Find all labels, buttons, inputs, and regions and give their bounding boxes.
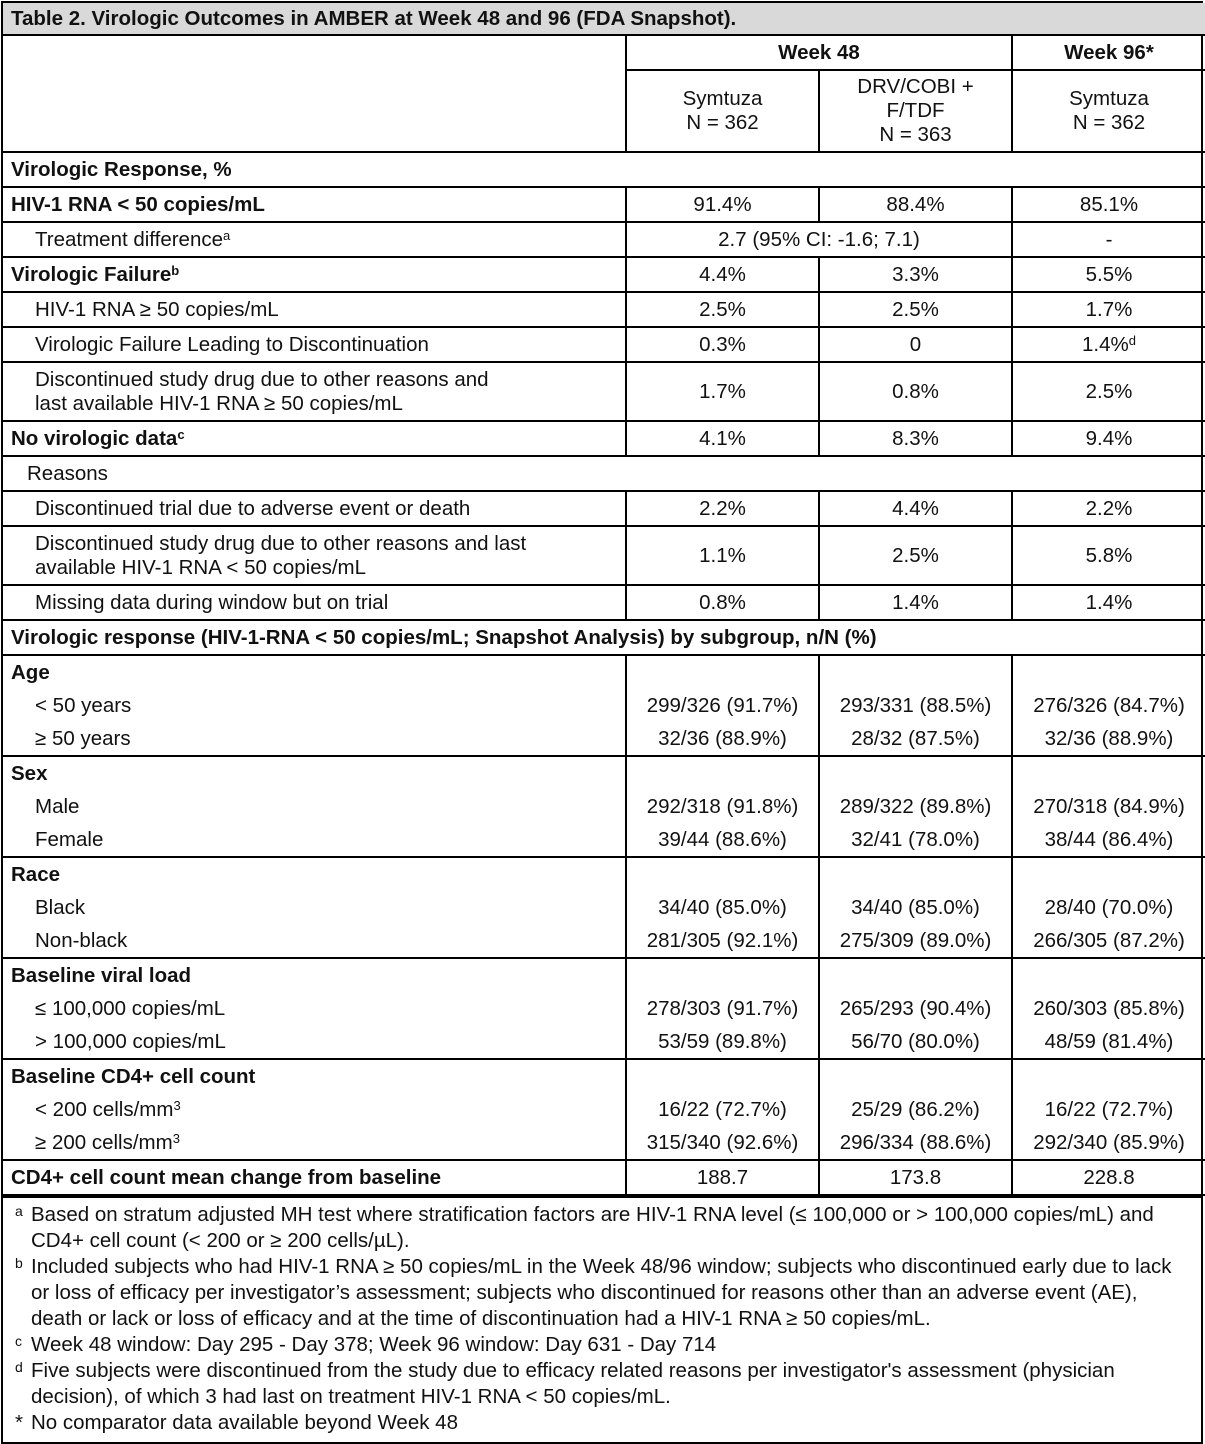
row-label [3,421,626,456]
subgroup-label: Age [3,655,626,689]
footnote-text: Based on stratum adjusted MH test where stratification factors are HIV-1 RNA level (≤ 100,000 or > 100,000 copies/mL) and CD4+ cell count (< 200 or ≥ 200 cells/µL). [31,1203,1154,1252]
cell-value: 281/305 (92.1%) [626,924,819,958]
superscript: 3 [172,1130,180,1146]
footnote-mark: d [15,1359,23,1375]
cell-value: 1.7% [1012,292,1205,327]
cell-value: 38/44 (86.4%) [1012,823,1205,857]
label-text: Virologic Failure [11,262,172,286]
table-row [3,292,1205,327]
empty-cell [626,857,819,891]
empty-cell [626,756,819,790]
empty-cell [626,655,819,689]
cell-value: 5.8% [1012,526,1205,585]
cell-value: 32/36 (88.9%) [626,722,819,756]
empty-cell [1012,655,1205,689]
row-label: Male [3,790,626,823]
cell-value: 0.3% [626,327,819,362]
cell-value: 2.2% [1012,491,1205,526]
cell-value: 278/303 (91.7%) [626,992,819,1025]
header-col-symtuza-96 [1012,70,1205,152]
cell-value [1012,327,1205,362]
cell-value: 315/340 (92.6%) [626,1126,819,1160]
cell-value: 2.5% [819,526,1012,585]
table-row [3,526,1205,585]
cell-value: 2.2% [626,491,819,526]
footnote-b [15,1254,1189,1332]
section-reasons: Reasons [3,456,1205,491]
empty-cell [819,958,1012,992]
empty-cell [1012,1059,1205,1093]
cell-value: 9.4% [1012,421,1205,456]
cell-value: 53/59 (89.8%) [626,1025,819,1059]
row-label: Female [3,823,626,857]
col-name: Symtuza [682,87,763,110]
section-virologic-response: Virologic Response, % [3,152,1205,187]
empty-cell [626,1059,819,1093]
row-label: Virologic Failure Leading to Discontinuation [3,327,626,362]
row-label: Missing data during window but on trial [3,585,626,620]
table-row [3,257,1205,292]
col-n: N = 362 [1072,111,1146,134]
empty-cell [1012,958,1205,992]
cell-value: 2.5% [819,292,1012,327]
cell-value: 8.3% [819,421,1012,456]
subgroup-label: Sex [3,756,626,790]
empty-cell [626,958,819,992]
header-blank-cell [3,35,626,152]
cell-value: 34/40 (85.0%) [626,891,819,924]
footnote-ref: c [177,426,185,442]
footnote-a [15,1202,1189,1254]
table-row [3,722,1205,756]
row-label: Black [3,891,626,924]
cell-value: 1.4% [819,585,1012,620]
table-row [3,421,1205,456]
empty-cell [1012,857,1205,891]
footnote-text: Five subjects were discontinued from the study due to efficacy related reasons per investigator's assessment (physician decision), of which 3 had last on treatment HIV-1 RNA < 50 copies/mL. [31,1359,1115,1408]
cell-value: 266/305 (87.2%) [1012,924,1205,958]
row-label: CD4+ cell count mean change from baseline [3,1160,626,1195]
footnote-ref: a [223,227,231,243]
cell-value: 292/318 (91.8%) [626,790,819,823]
cell-value: 293/331 (88.5%) [819,689,1012,722]
label-text: No virologic data [11,426,178,450]
col-n: N = 363 [879,123,952,146]
cell-value: 0 [819,327,1012,362]
cell-value: 276/326 (84.7%) [1012,689,1205,722]
row-label [3,222,626,257]
col-n: N = 362 [686,111,759,134]
cell-value: 16/22 (72.7%) [1012,1093,1205,1126]
cell-value: 1.1% [626,526,819,585]
cell-value: 4.4% [819,491,1012,526]
row-label: < 50 years [3,689,626,722]
row-label [3,1093,626,1126]
table-row [3,1160,1205,1195]
table-row [3,1093,1205,1126]
table-row [3,327,1205,362]
label-text: < 200 cells/mm [35,1097,174,1121]
footnote-c [15,1332,1189,1358]
cell-value: 28/32 (87.5%) [819,722,1012,756]
table-row [3,1126,1205,1160]
row-label: HIV-1 RNA < 50 copies/mL [3,187,626,222]
table-row [3,1025,1205,1059]
cell-value: 16/22 (72.7%) [626,1093,819,1126]
header-col-symtuza-48 [626,70,819,152]
footnote-text: Week 48 window: Day 295 - Day 378; Week 96 window: Day 631 - Day 714 [31,1333,717,1356]
cell-value: 0.8% [819,362,1012,421]
value-text: 1.4% [1082,332,1129,356]
header-col-comparator [819,70,1012,152]
cell-value: 270/318 (84.9%) [1012,790,1205,823]
subgroup-header-row [3,958,1205,992]
cell-value: 4.4% [626,257,819,292]
table-row [3,222,1205,257]
row-label [3,362,626,421]
cell-value: 34/40 (85.0%) [819,891,1012,924]
row-label: > 100,000 copies/mL [3,1025,626,1059]
table-row [3,362,1205,421]
cell-value: 289/322 (89.8%) [819,790,1012,823]
cell-value: 0.8% [626,585,819,620]
row-label: Discontinued trial due to adverse event or death [3,491,626,526]
cell-value: 2.5% [1012,362,1205,421]
cell-value: 292/340 (85.9%) [1012,1126,1205,1160]
cell-value: - [1012,222,1205,257]
label-line: Discontinued study drug due to other reasons and last [35,531,527,555]
table-row [3,992,1205,1025]
label-text: Treatment difference [35,227,224,251]
label-line: last available HIV-1 RNA ≥ 50 copies/mL [35,391,403,415]
footnote-star [15,1410,1189,1436]
table-row [3,491,1205,526]
subgroup-header-row [3,756,1205,790]
subgroup-header-row [3,857,1205,891]
table-title: Table 2. Virologic Outcomes in AMBER at Week 48 and 96 (FDA Snapshot). [3,3,1205,35]
table-row [3,891,1205,924]
cell-value: 91.4% [626,187,819,222]
virologic-outcomes-table [3,3,1205,1196]
row-label: ≥ 50 years [3,722,626,756]
cell-value: 173.8 [819,1160,1012,1195]
cell-value: 32/36 (88.9%) [1012,722,1205,756]
table-row [3,823,1205,857]
empty-cell [819,655,1012,689]
cell-value: 299/326 (91.7%) [626,689,819,722]
row-label [3,257,626,292]
cell-value: 260/303 (85.8%) [1012,992,1205,1025]
cell-value: 39/44 (88.6%) [626,823,819,857]
cell-value: 1.7% [626,362,819,421]
cell-value: 188.7 [626,1160,819,1195]
superscript: 3 [173,1097,181,1113]
footnote-mark: a [15,1203,23,1219]
subgroup-header-row [3,655,1205,689]
section-subgroup: Virologic response (HIV-1-RNA < 50 copies/mL; Snapshot Analysis) by subgroup, n/N (%) [3,620,1205,655]
outcomes-table-container [1,1,1203,1444]
cell-value: 1.4% [1012,585,1205,620]
col-name: Symtuza [1069,87,1149,110]
footnotes [3,1196,1201,1442]
table-row [3,187,1205,222]
cell-value: 32/41 (78.0%) [819,823,1012,857]
label-text: ≥ 200 cells/mm [35,1130,173,1154]
footnote-text: No comparator data available beyond Week 48 [31,1411,458,1434]
footnote-d [15,1358,1189,1410]
cell-value: 228.8 [1012,1160,1205,1195]
subgroup-label: Baseline viral load [3,958,626,992]
footnote-text: Included subjects who had HIV-1 RNA ≥ 50 copies/mL in the Week 48/96 window; subjects who discontinued early due to lack or loss of efficacy per investigator’s assessment; subjects who discontinued for reasons other than an adverse event (AE), death or lack or loss of efficacy and at the time of discontinuation had a HIV-1 RNA ≥ 50 copies/mL. [31,1255,1172,1330]
label-line: available HIV-1 RNA < 50 copies/mL [35,555,367,579]
header-week96: Week 96* [1012,35,1205,70]
cell-value: 275/309 (89.0%) [819,924,1012,958]
cell-value: 25/29 (86.2%) [819,1093,1012,1126]
footnote-ref: b [171,262,180,278]
header-week48: Week 48 [626,35,1012,70]
row-label: Non-black [3,924,626,958]
cell-value: 2.5% [626,292,819,327]
cell-value: 56/70 (80.0%) [819,1025,1012,1059]
footnote-ref: d [1128,332,1136,348]
cell-value: 5.5% [1012,257,1205,292]
row-label: ≤ 100,000 copies/mL [3,992,626,1025]
row-label: HIV-1 RNA ≥ 50 copies/mL [3,292,626,327]
subgroup-label: Race [3,857,626,891]
cell-value: 2.7 (95% CI: -1.6; 7.1) [626,222,1012,257]
cell-value: 85.1% [1012,187,1205,222]
footnote-mark: c [15,1333,22,1349]
empty-cell [819,756,1012,790]
cell-value: 4.1% [626,421,819,456]
cell-value: 265/293 (90.4%) [819,992,1012,1025]
row-label [3,526,626,585]
label-line: Discontinued study drug due to other reasons and [35,367,489,391]
row-label [3,1126,626,1160]
cell-value: 48/59 (81.4%) [1012,1025,1205,1059]
table-row [3,924,1205,958]
table-row [3,585,1205,620]
subgroup-header-row [3,1059,1205,1093]
empty-cell [819,1059,1012,1093]
empty-cell [1012,756,1205,790]
cell-value: 296/334 (88.6%) [819,1126,1012,1160]
footnote-mark: * [15,1411,23,1434]
empty-cell [819,857,1012,891]
cell-value: 3.3% [819,257,1012,292]
footnote-mark: b [15,1255,23,1271]
cell-value: 88.4% [819,187,1012,222]
subgroup-label: Baseline CD4+ cell count [3,1059,626,1093]
cell-value: 28/40 (70.0%) [1012,891,1205,924]
table-row [3,689,1205,722]
table-row [3,790,1205,823]
col-name: DRV/COBI + F/TDF [857,75,974,122]
